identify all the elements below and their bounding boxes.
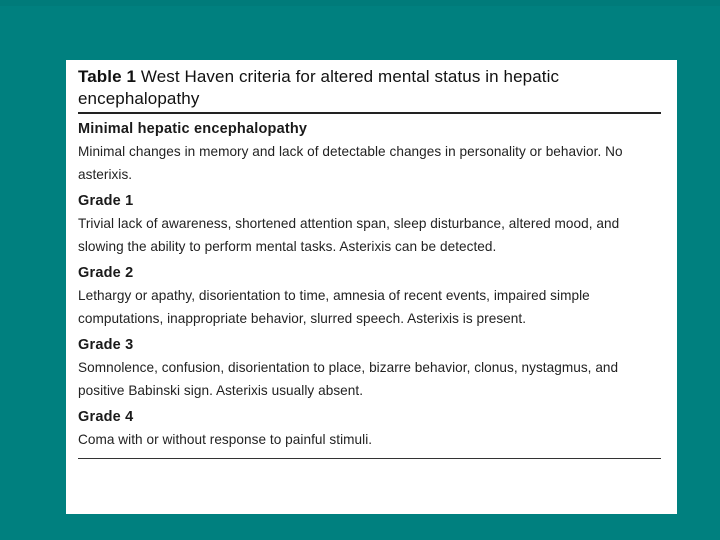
- slide-top-strip: [0, 0, 720, 6]
- table-row-grade-2: [78, 264, 663, 330]
- row-heading: Minimal hepatic encephalopathy: [78, 121, 308, 137]
- table-label: Table 1: [78, 67, 137, 86]
- table-caption-text: West Haven criteria for altered mental status in hepatic encephalopathy: [78, 67, 560, 108]
- row-description: Lethargy or apathy, disorientation to time, amnesia of recent events, impaired simple computations, inappropriate behavior, slurred speech. Asterixis is present.: [78, 288, 590, 326]
- row-heading: Grade 1: [78, 193, 134, 209]
- row-description: Somnolence, confusion, disorientation to place, bizarre behavior, clonus, nystagmus, and positive Babinski sign. Asterixis usually absent.: [78, 360, 619, 398]
- row-description: Coma with or without response to painful stimuli.: [78, 432, 373, 447]
- row-heading: Grade 4: [78, 409, 134, 425]
- table-caption: [78, 66, 663, 112]
- table-row-grade-3: [78, 336, 663, 402]
- table-bottom-rule: [78, 458, 661, 459]
- row-description: Minimal changes in memory and lack of detectable changes in personality or behavior. No asterixis.: [78, 144, 623, 182]
- table-top-rule: [78, 112, 661, 114]
- row-description: Trivial lack of awareness, shortened attention span, sleep disturbance, altered mood, and slowing the ability to perform mental tasks. Asterixis can be detected.: [78, 216, 620, 254]
- table-row-minimal: [78, 120, 663, 186]
- table-row-grade-1: [78, 192, 663, 258]
- row-heading: Grade 2: [78, 265, 134, 281]
- row-heading: Grade 3: [78, 337, 134, 353]
- table-panel: [66, 60, 677, 514]
- table-row-grade-4: [78, 408, 663, 452]
